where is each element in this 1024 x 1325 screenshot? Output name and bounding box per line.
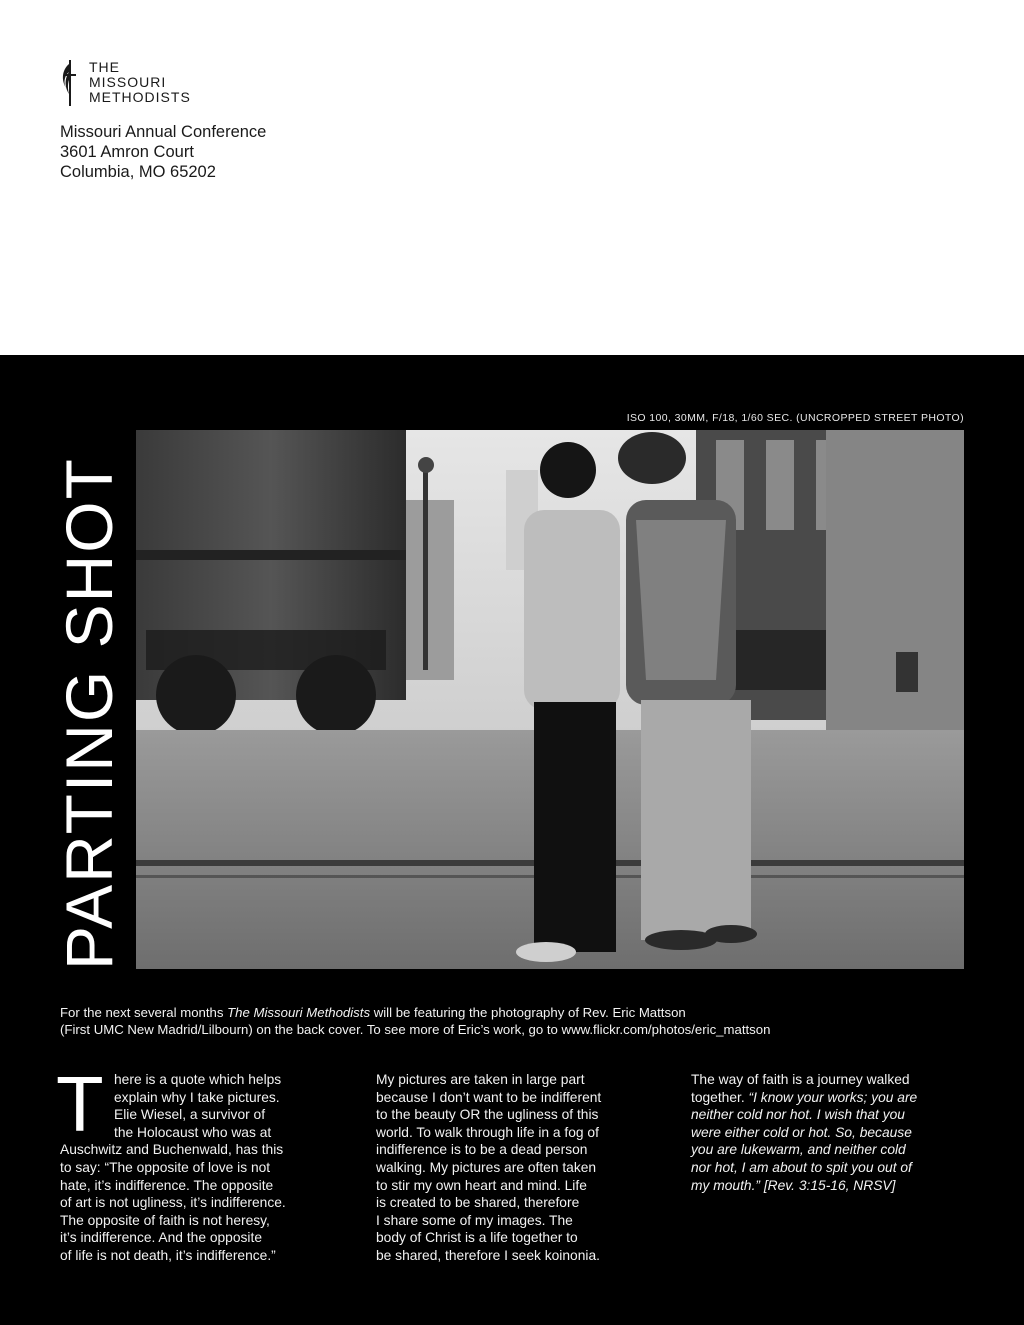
text-line: world. To walk through life in a fog of [376,1124,599,1140]
scripture-text: you are lukewarm, and neither cold [691,1142,906,1158]
text-line: of art is not ugliness, it’s indifference. [60,1195,286,1211]
logo-line: METHODISTS [89,89,191,105]
text-line: here is a quote which helps [114,1072,282,1087]
drop-cap: T [56,1060,104,1148]
scripture-line [691,1106,981,1124]
scripture-text: my mouth.” [Rev. 3:15-16, NRSV] [691,1177,896,1193]
intro-line-1 [60,1004,970,1021]
text-line: I share some of my images. The [376,1212,573,1228]
text-line: The opposite of faith is not heresy, [60,1212,270,1228]
scripture-text: were either cold or hot. So, because [691,1124,912,1140]
text-line: because I don’t want to be indifferent [376,1089,602,1105]
photo-caption: ISO 100, 30MM, F/18, 1/60 SEC. (UNCROPPED STREET PHOTO) [626,412,964,424]
text-line: Elie Wiesel, a survivor of [114,1107,266,1123]
address-line: 3601 Amron Court [60,143,194,161]
scripture-text: nor hot, I am about to spit you out of [691,1159,912,1175]
text-line: indifference is to be a dead person [376,1142,588,1158]
logo-wordmark [89,60,191,105]
intro-text: For the next several months [60,1005,228,1020]
mailing-address [60,122,266,182]
text-line: explain why I take pictures. [114,1089,280,1105]
text-line: The way of faith is a journey walked [691,1072,910,1087]
logo [60,60,191,106]
text-line: of life is not death, it’s indifference.” [60,1247,276,1263]
scripture-line [691,1159,981,1177]
scripture-line [691,1141,981,1159]
article-column-2 [376,1071,666,1265]
article-column-1 [56,1060,350,1265]
address-line: Columbia, MO 65202 [60,163,216,181]
text-line: walking. My pictures are often taken [376,1159,597,1175]
text-line: Auschwitz and Buchenwald, has this [60,1142,284,1158]
photo-intro [60,1004,970,1038]
scripture-text: neither cold nor hot. I wish that you [691,1107,905,1123]
article-column-3 [691,1071,981,1194]
address-line: Missouri Annual Conference [60,123,267,141]
cross-and-flame-icon [60,60,80,106]
text-line: be shared, therefore I seek koinonia. [376,1247,600,1263]
intro-text: will be featuring the photography of Rev. Eric Mattson [370,1005,686,1020]
logo-line: MISSOURI [89,74,167,90]
publication-title: The Missouri Methodists [227,1005,371,1020]
text-line [691,1089,981,1107]
section-title: PARTING SHOT [52,457,126,970]
logo-line: THE [89,59,120,75]
scripture-line [691,1124,981,1142]
street-photo-illustration [136,430,964,969]
text-line: to say: “The opposite of love is not [60,1159,271,1175]
intro-line-2: (First UMC New Madrid/Lilbourn) on the back cover. To see more of Eric’s work, go to www.flickr.com/photos/eric_mattson [60,1022,771,1037]
text-line: the Holocaust who was at [114,1124,272,1140]
street-photo [136,430,964,969]
text-line: it’s indifference. And the opposite [60,1230,262,1246]
text-line: to the beauty OR the ugliness of this [376,1107,599,1123]
text-line: to stir my own heart and mind. Life [376,1177,587,1193]
text-line: My pictures are taken in large part [376,1072,585,1087]
scripture-quote: “I know your works; you are [748,1089,918,1105]
text-plain: together. [691,1089,749,1105]
scripture-line [691,1177,981,1195]
text-line: hate, it’s indifference. The opposite [60,1177,274,1193]
text-line: body of Christ is a life together to [376,1230,578,1246]
text-line: is created to be shared, therefore [376,1195,580,1211]
